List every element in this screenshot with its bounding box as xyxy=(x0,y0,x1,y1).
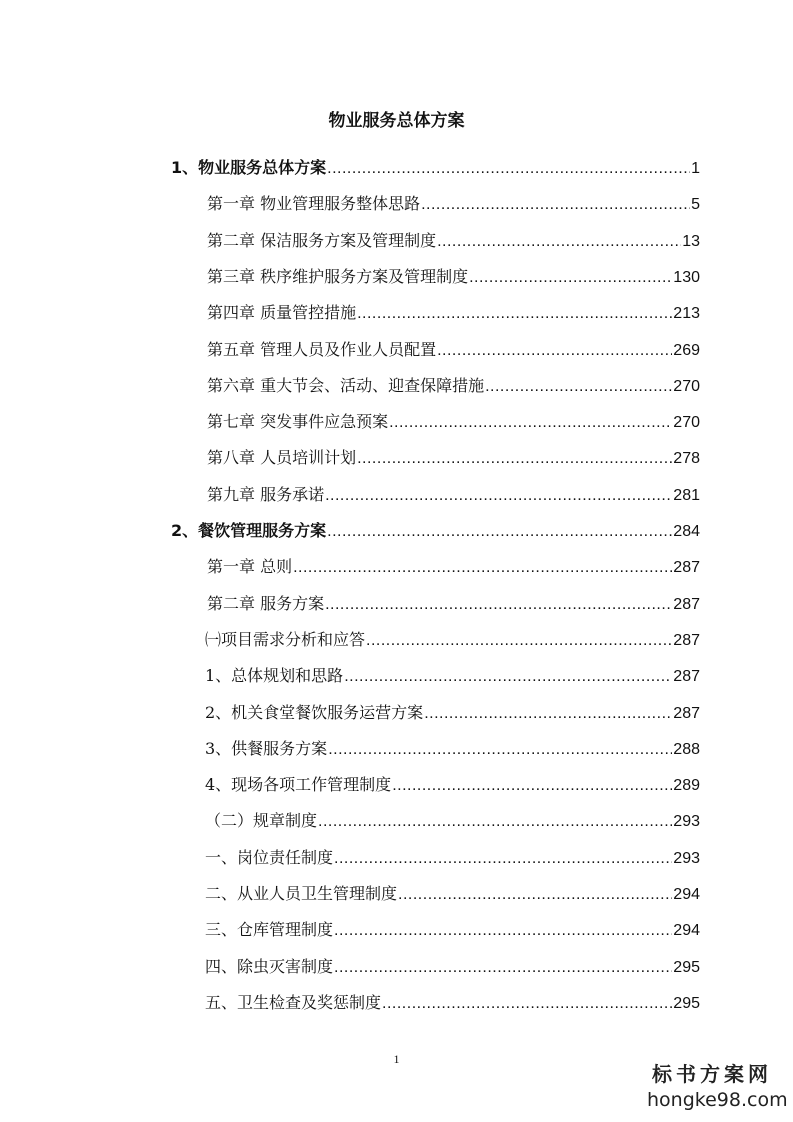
toc-entry-title: 第二章 服务方案 xyxy=(207,594,325,613)
watermark-site-name: 标书方案网 xyxy=(652,1062,772,1086)
toc-entry-page: 293 xyxy=(673,850,700,867)
toc-entry[interactable] xyxy=(207,482,700,508)
toc-entry-page: 287 xyxy=(673,632,700,649)
toc-entry-title: 第二章 保洁服务方案及管理制度 xyxy=(207,231,437,250)
toc-entry-page: 284 xyxy=(673,523,700,540)
toc-entry-title: 2、餐饮管理服务方案 xyxy=(171,521,327,540)
toc-entry-page: 294 xyxy=(673,922,700,939)
toc-entry-title: 3、供餐服务方案 xyxy=(205,739,328,758)
watermark-logo xyxy=(647,1060,788,1112)
toc-leader-dots xyxy=(485,374,672,400)
toc-entry[interactable] xyxy=(205,700,700,726)
toc-entry-page: 287 xyxy=(673,596,700,613)
toc-entry-title: 第四章 质量管控措施 xyxy=(207,303,357,322)
toc-leader-dots xyxy=(437,229,681,255)
toc-leader-dots xyxy=(469,265,672,291)
toc-entry-title: ㈠项目需求分析和应答 xyxy=(205,630,366,649)
toc-entry-page: 293 xyxy=(673,813,700,830)
toc-entry-page: 270 xyxy=(673,378,700,395)
toc-entry-page: 287 xyxy=(673,705,700,722)
toc-entry[interactable] xyxy=(207,409,700,435)
toc-leader-dots xyxy=(424,701,672,727)
toc-entry-title: 第一章 总则 xyxy=(207,557,293,576)
toc-entry[interactable] xyxy=(207,591,700,617)
toc-leader-dots xyxy=(382,991,672,1017)
toc-entry-page: 130 xyxy=(673,269,700,286)
toc-leader-dots xyxy=(327,156,690,182)
toc-entry[interactable] xyxy=(207,554,700,580)
toc-entry-page: 270 xyxy=(673,414,700,431)
toc-entry-page: 295 xyxy=(673,995,700,1012)
toc-entry-title: 五、卫生检查及奖惩制度 xyxy=(205,993,382,1012)
toc-entry[interactable] xyxy=(205,845,700,871)
toc-entry-title: 第七章 突发事件应急预案 xyxy=(207,412,389,431)
toc-leader-dots xyxy=(421,192,690,218)
toc-entry-title: 2、机关食堂餐饮服务运营方案 xyxy=(205,703,424,722)
toc-entry[interactable] xyxy=(207,445,700,471)
toc-leader-dots xyxy=(325,592,672,618)
toc-leader-dots xyxy=(344,664,672,690)
toc-entry[interactable] xyxy=(205,881,700,907)
toc-entry-page: 289 xyxy=(673,777,700,794)
toc-entry[interactable] xyxy=(207,300,700,326)
toc-entry[interactable] xyxy=(207,228,700,254)
toc-entry[interactable] xyxy=(205,772,700,798)
toc-entry-page: 213 xyxy=(673,305,700,322)
toc-entry-title: 第五章 管理人员及作业人员配置 xyxy=(207,340,437,359)
toc-leader-dots xyxy=(398,882,672,908)
toc-leader-dots xyxy=(392,773,672,799)
toc-entry-title: 1、总体规划和思路 xyxy=(205,666,344,685)
toc-entry[interactable] xyxy=(205,663,700,689)
toc-leader-dots xyxy=(389,410,672,436)
watermark-domain: hongke98.com xyxy=(647,1089,788,1111)
toc-entry-title: 第六章 重大节会、活动、迎查保障措施 xyxy=(207,376,485,395)
toc-entry-title: 三、仓库管理制度 xyxy=(205,920,334,939)
toc-entry-title: 1、物业服务总体方案 xyxy=(171,158,327,177)
toc-entry[interactable] xyxy=(205,917,700,943)
toc-entry-title: 第八章 人员培训计划 xyxy=(207,448,357,467)
toc-entry-title: （二）规章制度 xyxy=(205,811,318,830)
toc-entry[interactable] xyxy=(205,954,700,980)
toc-leader-dots xyxy=(357,301,672,327)
toc-entry-title: 第三章 秩序维护服务方案及管理制度 xyxy=(207,267,469,286)
toc-entry[interactable] xyxy=(207,264,700,290)
toc-entry-page: 288 xyxy=(673,741,700,758)
toc-leader-dots xyxy=(327,519,672,545)
toc-entry-page: 294 xyxy=(673,886,700,903)
toc-entry-title: 一、岗位责任制度 xyxy=(205,848,334,867)
page-number: 1 xyxy=(393,1052,400,1066)
toc-leader-dots xyxy=(366,628,672,654)
toc-entry[interactable] xyxy=(207,337,700,363)
toc-entry-page: 295 xyxy=(673,959,700,976)
toc-entry-page: 5 xyxy=(691,196,700,213)
toc-entry[interactable] xyxy=(207,373,700,399)
toc-entry[interactable] xyxy=(205,808,700,834)
toc-entry-page: 1 xyxy=(691,160,700,177)
toc-entry-page: 287 xyxy=(673,559,700,576)
toc-leader-dots xyxy=(334,918,672,944)
toc-leader-dots xyxy=(328,737,672,763)
toc-entry-page: 278 xyxy=(673,450,700,467)
toc-leader-dots xyxy=(325,483,672,509)
toc-entry[interactable] xyxy=(207,191,700,217)
page-title: 物业服务总体方案 xyxy=(328,111,465,131)
toc-entry[interactable] xyxy=(205,627,700,653)
toc-entry-title: 4、现场各项工作管理制度 xyxy=(205,775,392,794)
toc-leader-dots xyxy=(437,338,672,364)
toc-entry-page: 269 xyxy=(673,342,700,359)
toc-entry-title: 四、除虫灭害制度 xyxy=(205,957,334,976)
toc-leader-dots xyxy=(334,955,672,981)
toc-entry-title: 第九章 服务承诺 xyxy=(207,485,325,504)
toc-leader-dots xyxy=(357,446,672,472)
toc-entry-page: 287 xyxy=(673,668,700,685)
toc-leader-dots xyxy=(334,846,672,872)
toc-entry-title: 第一章 物业管理服务整体思路 xyxy=(207,194,421,213)
toc-entry[interactable] xyxy=(205,736,700,762)
toc-entry-title: 二、从业人员卫生管理制度 xyxy=(205,884,398,903)
toc-entry-page: 13 xyxy=(682,233,700,250)
toc-entry[interactable] xyxy=(171,518,700,544)
toc-entry[interactable] xyxy=(171,155,700,181)
toc-entry-page: 281 xyxy=(673,487,700,504)
toc-leader-dots xyxy=(318,809,672,835)
toc-leader-dots xyxy=(293,555,672,581)
toc-entry[interactable] xyxy=(205,990,700,1016)
